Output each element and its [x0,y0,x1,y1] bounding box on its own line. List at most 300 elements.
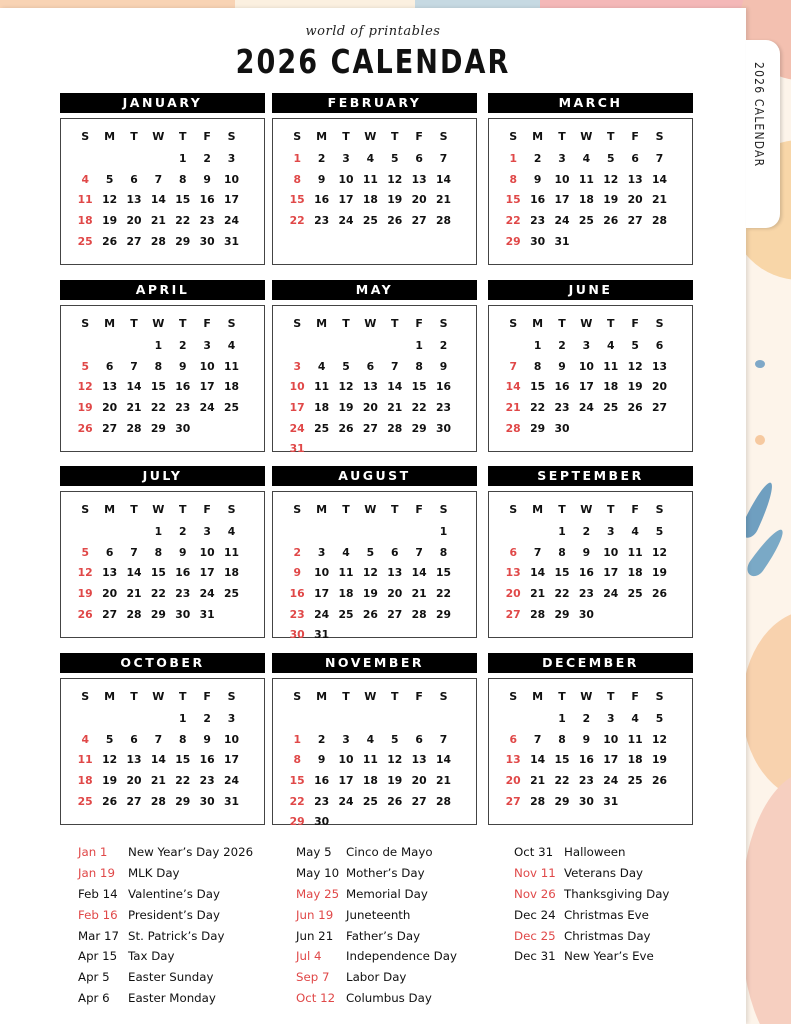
day-cell[interactable]: 23 [199,213,215,227]
day-cell[interactable]: 14 [126,566,142,580]
day-cell[interactable]: 10 [224,732,240,746]
day-cell[interactable]: 10 [554,172,570,186]
day-cell[interactable]: 9 [179,545,187,559]
day-cell[interactable]: 14 [530,753,546,767]
day-cell[interactable]: 8 [293,172,301,186]
day-cell[interactable]: 14 [126,380,142,394]
day-cell[interactable]: 16 [314,773,330,787]
day-cell[interactable]: 16 [175,566,191,580]
day-cell[interactable]: 9 [533,172,542,186]
day-cell[interactable]: 4 [607,338,615,352]
day-cell[interactable]: 1 [439,524,448,538]
day-cell[interactable]: 20 [362,400,378,414]
day-cell[interactable]: 23 [314,213,330,227]
day-cell[interactable]: 24 [224,773,240,787]
day-cell[interactable]: 28 [436,213,452,227]
day-cell[interactable]: 13 [627,172,643,186]
day-cell[interactable]: 25 [314,421,330,435]
day-cell[interactable]: 30 [199,794,215,808]
day-cell[interactable]: 28 [126,421,142,435]
day-cell[interactable]: 5 [105,732,114,746]
day-cell[interactable]: 19 [603,193,619,207]
day-cell[interactable]: 15 [175,193,191,207]
day-cell[interactable]: 2 [203,711,211,725]
day-cell[interactable]: 2 [439,338,448,352]
day-cell[interactable]: 28 [530,607,546,621]
day-cell[interactable]: 11 [338,566,354,580]
day-cell[interactable]: 13 [387,566,403,580]
day-cell[interactable]: 28 [652,213,668,227]
day-cell[interactable]: 9 [317,172,326,186]
day-cell[interactable]: 26 [387,794,403,808]
day-cell[interactable]: 7 [415,545,423,559]
day-cell[interactable]: 26 [102,794,118,808]
day-cell[interactable]: 3 [293,359,301,373]
day-cell[interactable]: 19 [652,753,668,767]
day-cell[interactable]: 23 [199,773,215,787]
day-cell[interactable]: 4 [81,732,89,746]
day-cell[interactable]: 22 [150,400,166,414]
day-cell[interactable]: 28 [530,794,546,808]
day-cell[interactable]: 20 [627,193,643,207]
day-cell[interactable]: 26 [652,773,668,787]
day-cell[interactable]: 11 [627,732,643,746]
day-cell[interactable]: 9 [558,359,566,373]
day-cell[interactable]: 31 [554,234,570,248]
day-cell[interactable]: 21 [411,586,427,600]
day-cell[interactable]: 4 [317,359,326,373]
day-cell[interactable]: 22 [289,213,305,227]
day-cell[interactable]: 23 [554,400,570,414]
day-cell[interactable]: 14 [530,566,546,580]
day-cell[interactable]: 6 [130,172,138,186]
day-cell[interactable]: 1 [558,711,566,725]
day-cell[interactable]: 15 [554,566,570,580]
side-tab[interactable] [746,40,780,228]
day-cell[interactable]: 21 [126,400,142,414]
day-cell[interactable]: 4 [81,172,89,186]
day-cell[interactable]: 6 [391,545,399,559]
day-cell[interactable]: 13 [411,753,427,767]
day-cell[interactable]: 14 [436,172,452,186]
day-cell[interactable]: 1 [179,151,187,165]
day-cell[interactable]: 27 [411,213,427,227]
day-cell[interactable]: 5 [342,359,350,373]
day-cell[interactable]: 14 [411,566,427,580]
day-cell[interactable]: 1 [533,338,542,352]
day-cell[interactable]: 1 [293,732,301,746]
day-cell[interactable]: 28 [436,794,452,808]
day-cell[interactable]: 5 [655,711,664,725]
day-cell[interactable]: 5 [366,545,375,559]
day-cell[interactable]: 22 [289,794,305,808]
day-cell[interactable]: 19 [338,400,354,414]
day-cell[interactable]: 22 [411,400,427,414]
day-cell[interactable]: 14 [387,380,403,394]
day-cell[interactable]: 26 [652,586,668,600]
day-cell[interactable]: 17 [603,566,619,580]
day-cell[interactable]: 16 [436,380,452,394]
day-cell[interactable]: 5 [391,151,399,165]
day-cell[interactable]: 26 [77,607,93,621]
day-cell[interactable]: 2 [582,524,591,538]
day-cell[interactable]: 10 [314,566,330,580]
day-cell[interactable]: 16 [578,566,594,580]
day-cell[interactable]: 15 [436,566,452,580]
day-cell[interactable]: 2 [203,151,211,165]
day-cell[interactable]: 18 [627,566,643,580]
day-cell[interactable]: 6 [509,732,517,746]
day-cell[interactable]: 23 [289,607,305,621]
day-cell[interactable]: 20 [411,773,427,787]
day-cell[interactable]: 23 [175,400,191,414]
day-cell[interactable]: 25 [578,213,594,227]
day-cell[interactable]: 24 [224,213,240,227]
day-cell[interactable]: 13 [102,380,118,394]
day-cell[interactable]: 24 [289,421,305,435]
day-cell[interactable]: 13 [505,566,521,580]
day-cell[interactable]: 10 [289,380,305,394]
day-cell[interactable]: 2 [179,338,187,352]
day-cell[interactable]: 26 [603,213,619,227]
day-cell[interactable]: 28 [505,421,521,435]
day-cell[interactable]: 9 [582,545,591,559]
day-cell[interactable]: 8 [509,172,517,186]
day-cell[interactable]: 9 [439,359,448,373]
day-cell[interactable]: 22 [554,586,570,600]
day-cell[interactable]: 1 [154,338,163,352]
day-cell[interactable]: 14 [150,753,166,767]
day-cell[interactable]: 25 [224,586,240,600]
day-cell[interactable]: 13 [102,566,118,580]
day-cell[interactable]: 21 [530,773,546,787]
day-cell[interactable]: 31 [603,794,619,808]
day-cell[interactable]: 12 [102,193,118,207]
day-cell[interactable]: 18 [224,380,240,394]
day-cell[interactable]: 22 [150,586,166,600]
day-cell[interactable]: 2 [582,711,591,725]
day-cell[interactable]: 31 [314,628,330,642]
day-cell[interactable]: 18 [362,773,378,787]
day-cell[interactable]: 23 [175,586,191,600]
day-cell[interactable]: 28 [150,794,166,808]
day-cell[interactable]: 20 [505,586,521,600]
day-cell[interactable]: 18 [314,400,330,414]
day-cell[interactable]: 27 [126,234,142,248]
day-cell[interactable]: 11 [314,380,330,394]
day-cell[interactable]: 29 [554,607,570,621]
day-cell[interactable]: 12 [627,359,643,373]
day-cell[interactable]: 15 [554,753,570,767]
day-cell[interactable]: 15 [150,380,166,394]
day-cell[interactable]: 24 [338,794,354,808]
day-cell[interactable]: 29 [175,234,191,248]
day-cell[interactable]: 29 [289,815,305,829]
day-cell[interactable]: 26 [362,607,378,621]
day-cell[interactable]: 4 [342,545,350,559]
day-cell[interactable]: 27 [411,794,427,808]
day-cell[interactable]: 28 [150,234,166,248]
day-cell[interactable]: 4 [227,338,236,352]
day-cell[interactable]: 16 [199,193,215,207]
day-cell[interactable]: 13 [362,380,378,394]
day-cell[interactable]: 7 [130,545,138,559]
day-cell[interactable]: 26 [338,421,354,435]
day-cell[interactable]: 29 [436,607,452,621]
day-cell[interactable]: 20 [505,773,521,787]
day-cell[interactable]: 6 [366,359,375,373]
day-cell[interactable]: 17 [199,380,215,394]
day-cell[interactable]: 10 [578,359,594,373]
day-cell[interactable]: 16 [530,193,546,207]
day-cell[interactable]: 13 [126,753,142,767]
day-cell[interactable]: 3 [607,524,615,538]
day-cell[interactable]: 8 [179,172,187,186]
day-cell[interactable]: 14 [505,380,521,394]
day-cell[interactable]: 6 [105,545,114,559]
day-cell[interactable]: 15 [505,193,521,207]
day-cell[interactable]: 9 [203,732,211,746]
day-cell[interactable]: 20 [126,213,142,227]
day-cell[interactable]: 12 [652,732,668,746]
day-cell[interactable]: 15 [175,753,191,767]
day-cell[interactable]: 17 [314,586,330,600]
day-cell[interactable]: 29 [530,421,546,435]
day-cell[interactable]: 21 [150,213,166,227]
day-cell[interactable]: 15 [289,773,305,787]
day-cell[interactable]: 25 [362,213,378,227]
day-cell[interactable]: 8 [154,545,163,559]
day-cell[interactable]: 4 [366,732,375,746]
day-cell[interactable]: 18 [338,586,354,600]
day-cell[interactable]: 27 [362,421,378,435]
day-cell[interactable]: 14 [150,193,166,207]
day-cell[interactable]: 4 [631,524,639,538]
day-cell[interactable]: 29 [411,421,427,435]
day-cell[interactable]: 25 [77,794,93,808]
day-cell[interactable]: 18 [627,753,643,767]
day-cell[interactable]: 9 [179,359,187,373]
day-cell[interactable]: 4 [227,524,236,538]
day-cell[interactable]: 20 [126,773,142,787]
day-cell[interactable]: 20 [102,400,118,414]
day-cell[interactable]: 6 [415,151,423,165]
day-cell[interactable]: 20 [652,380,668,394]
day-cell[interactable]: 27 [505,607,521,621]
day-cell[interactable]: 2 [533,151,542,165]
day-cell[interactable]: 9 [317,753,326,767]
day-cell[interactable]: 24 [603,773,619,787]
day-cell[interactable]: 26 [387,213,403,227]
day-cell[interactable]: 17 [578,380,594,394]
day-cell[interactable]: 30 [175,607,191,621]
day-cell[interactable]: 20 [411,193,427,207]
day-cell[interactable]: 22 [436,586,452,600]
day-cell[interactable]: 22 [175,213,191,227]
day-cell[interactable]: 16 [578,753,594,767]
day-cell[interactable]: 2 [179,524,187,538]
day-cell[interactable]: 29 [505,234,521,248]
day-cell[interactable]: 16 [554,380,570,394]
day-cell[interactable]: 21 [387,400,403,414]
day-cell[interactable]: 7 [439,732,448,746]
day-cell[interactable]: 30 [578,794,594,808]
day-cell[interactable]: 29 [554,794,570,808]
day-cell[interactable]: 12 [338,380,354,394]
day-cell[interactable]: 18 [603,380,619,394]
day-cell[interactable]: 11 [362,753,378,767]
day-cell[interactable]: 5 [81,359,89,373]
day-cell[interactable]: 19 [652,566,668,580]
day-cell[interactable]: 25 [362,794,378,808]
day-cell[interactable]: 23 [578,773,594,787]
day-cell[interactable]: 12 [362,566,378,580]
day-cell[interactable]: 11 [224,545,240,559]
day-cell[interactable]: 19 [362,586,378,600]
day-cell[interactable]: 8 [179,732,187,746]
day-cell[interactable]: 21 [436,193,452,207]
day-cell[interactable]: 22 [175,773,191,787]
day-cell[interactable]: 28 [387,421,403,435]
day-cell[interactable]: 2 [317,732,326,746]
day-cell[interactable]: 3 [317,545,326,559]
day-cell[interactable]: 13 [652,359,668,373]
day-cell[interactable]: 17 [224,193,240,207]
day-cell[interactable]: 5 [81,545,89,559]
day-cell[interactable]: 7 [154,172,163,186]
day-cell[interactable]: 10 [603,732,619,746]
day-cell[interactable]: 6 [130,732,138,746]
day-cell[interactable]: 27 [652,400,668,414]
day-cell[interactable]: 23 [530,213,546,227]
day-cell[interactable]: 27 [126,794,142,808]
day-cell[interactable]: 21 [436,773,452,787]
day-cell[interactable]: 18 [362,193,378,207]
day-cell[interactable]: 12 [102,753,118,767]
day-cell[interactable]: 5 [105,172,114,186]
day-cell[interactable]: 10 [338,753,354,767]
day-cell[interactable]: 13 [126,193,142,207]
day-cell[interactable]: 16 [199,753,215,767]
day-cell[interactable]: 30 [530,234,546,248]
day-cell[interactable]: 19 [102,213,118,227]
day-cell[interactable]: 17 [338,773,354,787]
day-cell[interactable]: 6 [631,151,639,165]
day-cell[interactable]: 11 [362,172,378,186]
day-cell[interactable]: 18 [578,193,594,207]
day-cell[interactable]: 30 [289,628,305,642]
day-cell[interactable]: 7 [391,359,399,373]
day-cell[interactable]: 23 [578,586,594,600]
day-cell[interactable]: 19 [77,586,93,600]
day-cell[interactable]: 14 [652,172,668,186]
day-cell[interactable]: 2 [558,338,566,352]
day-cell[interactable]: 31 [224,234,240,248]
day-cell[interactable]: 20 [387,586,403,600]
day-cell[interactable]: 6 [655,338,664,352]
day-cell[interactable]: 17 [554,193,570,207]
day-cell[interactable]: 10 [224,172,240,186]
day-cell[interactable]: 12 [77,380,93,394]
day-cell[interactable]: 6 [509,545,517,559]
day-cell[interactable]: 20 [102,586,118,600]
day-cell[interactable]: 15 [530,380,546,394]
day-cell[interactable]: 16 [314,193,330,207]
day-cell[interactable]: 8 [154,359,163,373]
day-cell[interactable]: 31 [224,794,240,808]
day-cell[interactable]: 18 [224,566,240,580]
day-cell[interactable]: 24 [578,400,594,414]
day-cell[interactable]: 23 [314,794,330,808]
day-cell[interactable]: 30 [578,607,594,621]
day-cell[interactable]: 24 [338,213,354,227]
day-cell[interactable]: 3 [582,338,591,352]
day-cell[interactable]: 8 [558,545,566,559]
day-cell[interactable]: 3 [227,151,236,165]
day-cell[interactable]: 7 [533,732,542,746]
day-cell[interactable]: 6 [105,359,114,373]
day-cell[interactable]: 23 [436,400,452,414]
day-cell[interactable]: 19 [387,773,403,787]
day-cell[interactable]: 11 [77,193,93,207]
day-cell[interactable]: 7 [533,545,542,559]
day-cell[interactable]: 1 [179,711,187,725]
day-cell[interactable]: 12 [603,172,619,186]
day-cell[interactable]: 15 [411,380,427,394]
day-cell[interactable]: 1 [558,524,566,538]
day-cell[interactable]: 10 [199,545,215,559]
day-cell[interactable]: 17 [199,566,215,580]
day-cell[interactable]: 12 [387,753,403,767]
day-cell[interactable]: 18 [77,213,93,227]
day-cell[interactable]: 30 [199,234,215,248]
day-cell[interactable]: 11 [627,545,643,559]
day-cell[interactable]: 22 [505,213,521,227]
day-cell[interactable]: 24 [554,213,570,227]
day-cell[interactable]: 11 [77,753,93,767]
day-cell[interactable]: 10 [338,172,354,186]
day-cell[interactable]: 21 [150,773,166,787]
day-cell[interactable]: 8 [293,753,301,767]
day-cell[interactable]: 7 [439,151,448,165]
day-cell[interactable]: 29 [150,607,166,621]
day-cell[interactable]: 25 [603,400,619,414]
day-cell[interactable]: 30 [314,815,330,829]
day-cell[interactable]: 1 [154,524,163,538]
day-cell[interactable]: 19 [387,193,403,207]
day-cell[interactable]: 13 [411,172,427,186]
day-cell[interactable]: 12 [387,172,403,186]
day-cell[interactable]: 7 [509,359,517,373]
day-cell[interactable]: 19 [102,773,118,787]
day-cell[interactable]: 7 [655,151,664,165]
day-cell[interactable]: 1 [293,151,301,165]
day-cell[interactable]: 21 [652,193,668,207]
day-cell[interactable]: 27 [387,607,403,621]
day-cell[interactable]: 29 [150,421,166,435]
day-cell[interactable]: 22 [530,400,546,414]
day-cell[interactable]: 7 [130,359,138,373]
day-cell[interactable]: 3 [342,151,350,165]
day-cell[interactable]: 1 [509,151,517,165]
day-cell[interactable]: 6 [415,732,423,746]
day-cell[interactable]: 26 [627,400,643,414]
day-cell[interactable]: 4 [631,711,639,725]
day-cell[interactable]: 26 [77,421,93,435]
day-cell[interactable]: 22 [554,773,570,787]
day-cell[interactable]: 10 [603,545,619,559]
day-cell[interactable]: 31 [199,607,215,621]
